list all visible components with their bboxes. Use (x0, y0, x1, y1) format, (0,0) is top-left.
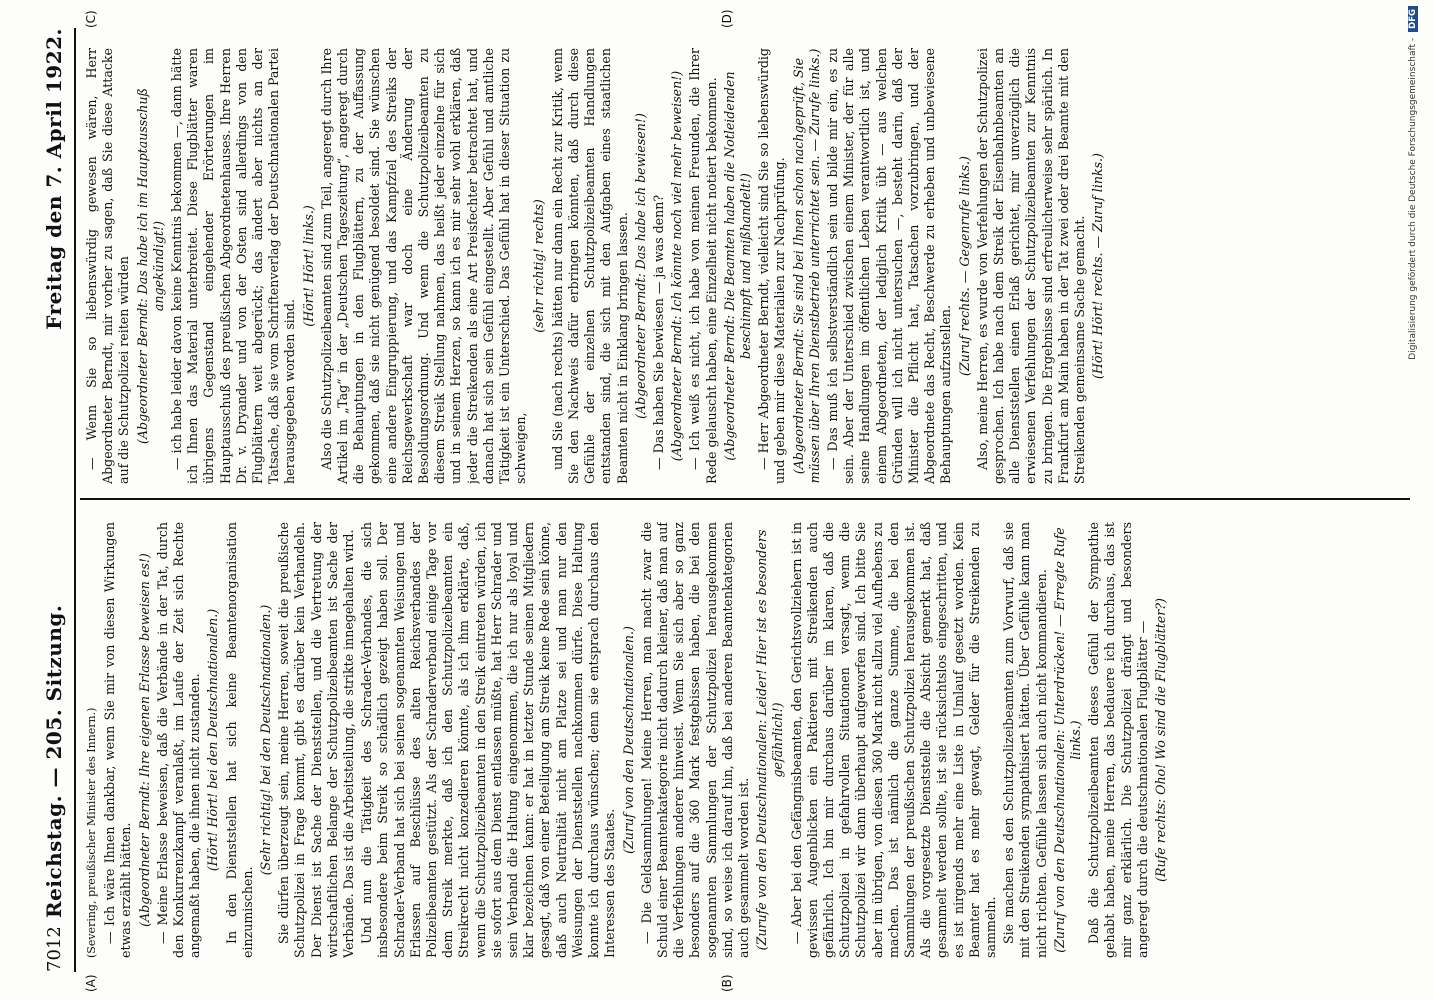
speech-paragraph: In den Dienststellen hat sich keine Beamtenorganisation einzumischen. (223, 522, 255, 958)
interjection: (Abgeordneter Berndt: Ihre eigenen Erlasse beweisen es!) (136, 553, 152, 927)
header-title-left: Reichstag. — 205. Sitzung. (42, 604, 66, 918)
interjection: (Abgeordneter Berndt: Sie sind bei Ihnen schon nachgeprüft, Sie müssen über Ihren Dienstbetrieb unterrichtet sein. — Zurufe links.) (790, 48, 822, 484)
speech-paragraph: — Aber bei den Gefängnisbeamten, den Gerichtsvollziehern ist in gewissen Augenblicken ein Paktieren mit Streikenden auch gefährlich. Ich bin mir durchaus darüber im klaren, daß die Schutzpolizei in gefahrvollen Situationen versagt, wenn die Schutzpolizei wir dann überhaupt aufgeworfen sind. Ich bitte Sie aber im übrigen, von diesen 360 Mark nicht allzu viel Aufhebens zu machen. Das ist nämlich die ganze Summe, die bei den Sammlungen der preußischen Schutzpolizei herausgekommen ist. Als die vorgesetzte Dienststelle die Absicht gemerkt hat, daß gesammelt werden sollte, ist sie rücksichtslos eingeschritten, und es ist nirgends mehr eine Liste in Umlauf gesetzt worden. Kein Beamter hat es mehr gewagt, Gelder für die Streikenden zu sammeln. (788, 522, 998, 958)
page-number: 7012 (44, 926, 65, 972)
speech-paragraph: Sie machen es den Schutzpolizeibeamten zum Vorwurf, daß sie mit den Streikenden sympathisiert hätten. Über Gefühle kann man nicht richten. Gefühle lassen sich auch nicht kommandieren. (1001, 522, 1049, 958)
speaker-note: (Severing, preußischer Minister des Innern.) (85, 707, 98, 958)
left-column (84, 522, 1404, 958)
interjection: (Hört! Hört! links.) (300, 205, 316, 327)
margin-marker-a: (A) (84, 974, 98, 992)
margin-marker-d: (D) (720, 9, 734, 28)
column-divider (80, 498, 1410, 500)
right-column (84, 48, 1404, 484)
speech-paragraph: Also, meine Herren, es wurde von Verfehlungen der Schutzpolizei gesprochen. Ich habe nach dem Streik der Eisenbahnbeamten an alle Dienststellen einen Erlaß gerichtet, mir unverzüglich die erwiesenen Verfehlungen der Schutzpolizeibeamten zur Kenntnis zu bringen. Die Ergebnisse sind erfreulicherweise sehr spärlich. In Frankfurt am Main haben in der Tat zwei oder drei Beamte mit den Streikenden gemeinsame Sache gemacht. (974, 48, 1087, 484)
speech-paragraph: — Herr Abgeordneter Berndt, vielleicht sind Sie so liebenswürdig und geben mir diese Materialien zur Nachprüfung. (756, 48, 788, 484)
speech-paragraph: — ich habe leider davon keine Kenntnis bekommen —, dann hätte ich Ihnen das Material unterbreitet. Diese Flugblätter waren übrigens Gegenstand eingehender Erörterungen im Hauptausschuß des preußischen Abgeordnetenhauses. Ihre Herren Dr. v. Dryander und von der Osten sind allerdings von den Flugblättern weit abgerückt; das ändert aber nichts an der Tatsache, daß sie vom Schriftenverlag der Deutschnationalen Partei herausgegeben worden sind. (169, 48, 298, 484)
digitization-credit (1408, 6, 1426, 986)
interjection: (Rufe rechts: Oho! Wo sind die Flugblätter?) (1153, 598, 1168, 882)
margin-marker-c: (C) (84, 10, 98, 28)
speech-paragraph: Daß die Schutzpolizeibeamten dieses Gefühl der Sympathie gehabt haben, meine Herren, das bedauere ich durchaus, das ist mir ganz erklärlich. Die Schutzpolizei drängt und besonders angeregt durch die deutschnationalen Flugblätter — (1086, 522, 1150, 958)
interjection: (Zuruf von den Deutschnationalen.) (620, 626, 636, 854)
speech-paragraph: — Ich weiß es nicht, ich habe von meinen Freunden, die Ihrer Rede gelauscht haben, eine Einzelheit nicht notiert bekommen. (687, 48, 719, 484)
speech-paragraph: — Wenn Sie so liebenswürdig gewesen wären, Herr Abgeordneter Berndt, mir vorher zu sagen, daß Sie diese Attacke auf die Schutzpolizei reiten würden (84, 48, 132, 484)
margin-marker-b: (B) (720, 974, 734, 992)
interjection: (Abgeordneter Berndt: Die Beamten haben die Notleidenden beschimpft und mißhandelt!) (721, 71, 753, 461)
interjection: (sehr richtig! rechts) (531, 199, 547, 333)
speech-paragraph: — Die Geldsammlungen! Meine Herren, man macht zwar die Schuld einer Beamtenkategorie nicht dadurch kleiner, daß man auf die Verfehlungen anderer hinweist. Wenn Sie sich aber so ganz besonders auf die 360 Mark festgebissen haben, die bei den sogenannten Sammlungen der Schutzpolizei herausgekommen sind, so weise ich darauf hin, daß bei anderen Beamtenkategorien auch gesammelt worden ist. (638, 522, 751, 958)
header-title-right: Freitag den 7. April 1922. (42, 28, 66, 330)
interjection: (Hört! Hört! rechts. — Zuruf links.) (1090, 153, 1106, 379)
speech-paragraph: Sie dürfen überzeugt sein, meine Herren, soweit die preußische Schutzpolizei in Frage kommt, gibt es darüber kein Verhandeln. Der Dienst ist Sache der Dienststellen, und die Vertretung der wirtschaftlichen Belange der Schutzpolizeibeamten ist Sache der Verbände. Das ist die Arbeitsteilung, die strikte innegehalten wird. (276, 522, 357, 958)
speech-paragraph: Also die Schutzpolizeibeamten sind zum Teil, angeregt durch Ihre Artikel im „Tag“ in der „Deutschen Tageszeitung“, angeregt durch die Behauptungen in den Flugblättern, zu der Auffassung gekommen, daß sie nicht genügend besoldet sind. Sie wünschen eine andere Eingruppierung, und das Kampfziel des Streiks der Reichsgewerkschaft war doch eine Änderung der Besoldungsordnung. Und wenn die Schutzpolizeibeamten zu diesem Streik Stellung nahmen, das heißt jeder einzelne für sich und in seinem Herzen, so kann ich es mir sehr wohl erklären, daß jeder die Streikenden als eine Art Preisfechter betrachtet hat, und danach hat sich sein Gefühl eingestellt. Aber Gefühl und amtliche Tätigkeit ist ein Unterschied. Das Gefühl hat in dieser Situation zu schweigen, (318, 48, 529, 484)
interjection: (Zurufe von den Deutschnationalen: Leider! Hier ist es besonders gefährlich!) (754, 529, 786, 951)
interjection: (Abgeordneter Berndt: Ich könnte noch viel mehr beweisen!) (669, 70, 685, 462)
header-rule (74, 28, 76, 972)
speech-paragraph: — Das muß ich selbstverständlich sein und bilde mir ein, es zu sein. Aber der Unterschied zwischen einem Minister, der für alle seine Handlungen im öffentlichen Leben verantwortlich ist, und einem Abgeordneten, der lediglich Kritik übt — aus welchen Gründen will ich nicht untersuchen —, besteht darin, daß der Minister die Pflicht hat, Tatsachen vorzubringen, und der Abgeordnete das Recht, Beschwerde zu erheben und unbewiesene Behauptungen aufzustellen. (824, 48, 954, 484)
speech-paragraph: — Ich wäre Ihnen dankbar, wenn Sie mir von diesen Wirkungen etwas erzählt hätten. (102, 522, 134, 958)
speech-paragraph: Und nun die Tätigkeit des Schrader-Verbandes, die sich insbesondere beim Streik so schädlich gezeigt haben soll. Der Schrader-Verband hat sich bei seinen sogenannten Weisungen und Erlassen auf Beschlüsse des alten Reichsverbandes der Polizeibeamten gestützt. Als der Schraderverband einige Tage vor dem Streik merkte, daß ich den Schutzpolizeibeamten ein Streikrecht nicht konzedieren könnte, als ich ihm erklärte, daß, wenn die Schutzpolizeibeamten in den Streik eintreten würden, ich sie sofort aus dem Dienst entlassen müßte, hat Herr Schrader und sein Verband die Haltung eingenommen, die ich nur als loyal und klar bezeichnen kann: er hat in letzter Stunde seinen Mitgliedern gesagt, daß von einer Beteiligung am Streik keine Rede sein könne, daß auch Neutralität nicht am Platze sei und man nur den Weisungen der Dienststellen nachkommen dürfe. Diese Haltung konnte ich durchaus wünschen; denn sie entsprach durchaus den Interessen des Staates. (359, 522, 618, 958)
interjection: (Zuruf rechts. — Gegenrufe links.) (956, 156, 972, 376)
interjection: (Hört! Hört! bei den Deutschnationalen.) (205, 608, 221, 872)
page-header (40, 28, 70, 972)
interjection: (Abgeordneter Berndt: Das habe ich bewiesen!) (632, 113, 648, 419)
interjection: (Zuruf von den Deutschnationalen: Unterdrücken! — Erregte Rufe links.) (1051, 527, 1083, 953)
speech-paragraph: — Meine Erlasse beweisen, daß die Verbände in der Tat, durch den Konkurrenzkampf veranlaßt, im Laufe der Zeit sich Rechte angemaßt haben, die ihnen nicht zustanden. (154, 522, 203, 958)
speech-paragraph: — Das haben Sie bewiesen — ja was denn? (650, 194, 666, 470)
interjection: (Sehr richtig! bei den Deutschnationalen.) (258, 604, 274, 876)
speech-paragraph: und Sie (nach rechts) hätten nur dann ein Recht zur Kritik, wenn Sie den Nachweis dafür erbringen könnten, daß durch diese Gefühle der einzelnen Schutzpolizeibeamten Handlungen entstanden sind, die sich mit den Aufgaben eines staatlichen Beamten nicht in Einklang bringen lassen. (549, 48, 630, 484)
dfg-logo: DFG (1408, 6, 1418, 32)
digitization-credit-text: Digitalisierung gefördert durch die Deutsche Forschungsgemeinschaft - (1408, 37, 1418, 360)
interjection: (Abgeordneter Berndt: Das habe ich im Hauptausschuß angekündigt!) (134, 88, 166, 444)
